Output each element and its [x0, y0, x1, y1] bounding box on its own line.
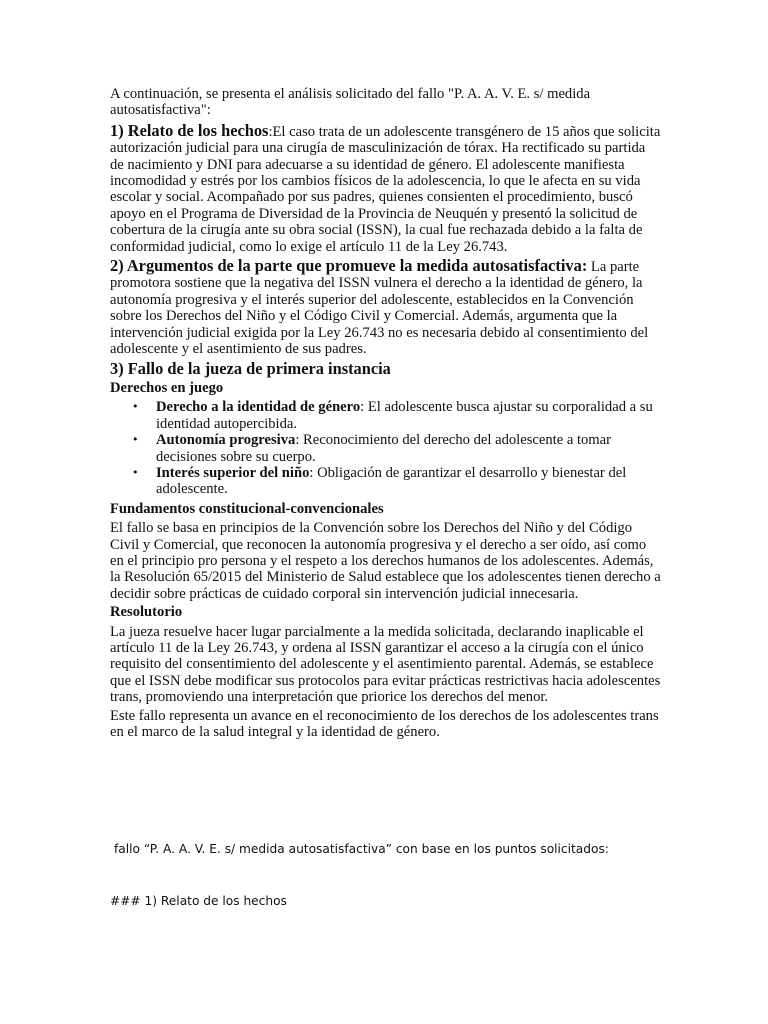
section-2: [110, 258, 662, 357]
right-desc: : Obligación de garantizar el desarrollo y bienestar del adolescente.: [156, 464, 627, 498]
section-2-body: La parte promotora sostiene que la negativa del ISSN vulnera el derecho a la identidad de género, la autonomía progresiva y el interés superior del adolescente, establecidos en la Convención sobre los Derechos del Niño y el Código Civil y Comercial. Además, argumenta que la intervención judicial exigida por la Ley 26.743 no es necesaria debido al consentimiento del adolescente y el asentimiento de sus padres.: [110, 259, 649, 358]
section-1-body: :El caso trata de un adolescente transgénero de 15 años que solicita autorización judicial para una cirugía de masculinización de tórax. Ha rectificado su partida de nacimiento y DNI para adecuarse a su identidad de género. El adolescente manifiesta incomodidad y estrés por los cambios físicos de la adolescencia, lo que le afecta en su vida escolar y social. Acompañado por sus padres, quienes consienten el procedimiento, buscó apoyo en el Programa de Diversidad de la Provincia de Neuquén y presentó la solicitud de cobertura de la cirugía ante su obra social (ISSN), la cual fue rechazada debido a la falta de conformidad judicial, como lo exige el artículo 11 de la Ley 26.743.: [110, 123, 661, 255]
section-1: [110, 120, 662, 255]
rights-list: [110, 399, 662, 497]
rights-title: Derechos en juego: [110, 379, 224, 396]
section-3-heading: 3) Fallo de la jueza de primera instancia: [110, 358, 391, 378]
right-desc: : El adolescente busca ajustar su corporalidad a su identidad autopercibida.: [156, 399, 653, 432]
right-desc: : Reconocimiento del derecho del adolescente a tomar decisiones sobre su cuerpo.: [156, 432, 611, 465]
bullet-icon: •: [132, 433, 139, 447]
right-term: Autonomía progresiva: [156, 432, 296, 449]
resolutorio-body: La jueza resuelve hacer lugar parcialmente a la medida solicitada, declarando inaplicable el artículo 11 de la Ley 26.743, y ordena al ISSN garantizar el acceso a la cirugía con el único requisito del consentimiento del adolescente y el asentimiento parental. Además, se establece que el ISSN debe modificar sus protocolos para evitar prácticas restrictivas hacia adolescentes trans, promoviendo una interpretación que priorice los derechos del menor.: [110, 623, 661, 706]
fundamentos-body: El fallo se basa en principios de la Convención sobre los Derechos del Niño y del Código Civil y Comercial, que reconocen la autonomía progresiva y el derecho a ser oído, así como en el principio pro persona y el respeto a los derechos humanos de los adolescentes. Además, la Resolución 65/2015 del Ministerio de Salud establece que los adolescentes tienen derecho a decidir sobre prácticas de cuidado corporal sin intervención judicial innecesaria.: [110, 520, 661, 602]
fundamentos-title: Fundamentos constitucional-convencionales: [110, 500, 384, 517]
bullet-icon: •: [132, 465, 139, 479]
bullet-icon: •: [132, 400, 139, 414]
footer-heading: ### 1) Relato de los hechos: [110, 894, 287, 908]
right-term: Interés superior del niño: [156, 464, 310, 481]
section-2-heading: 2) Argumentos de la parte que promueve la medida autosatisfactiva:: [110, 256, 588, 276]
right-term: Derecho a la identidad de género: [156, 399, 361, 416]
list-item: [132, 464, 662, 498]
section-1-heading: 1) Relato de los hechos: [110, 120, 269, 140]
closing-paragraph: Este fallo representa un avance en el reconocimiento de los derechos de los adolescentes trans en el marco de la salud integral y la identidad de género.: [110, 707, 659, 741]
list-item: [132, 399, 662, 432]
document-body: [110, 86, 662, 742]
footer-note: fallo “P. A. A. V. E. s/ medida autosatisfactiva” con base en los puntos solicitados:: [114, 842, 609, 856]
intro-paragraph: A continuación, se presenta el análisis solicitado del fallo "P. A. A. V. E. s/ medida autosatisfactiva":: [110, 86, 591, 119]
resolutorio-title: Resolutorio: [110, 604, 183, 621]
list-item: [132, 432, 662, 465]
